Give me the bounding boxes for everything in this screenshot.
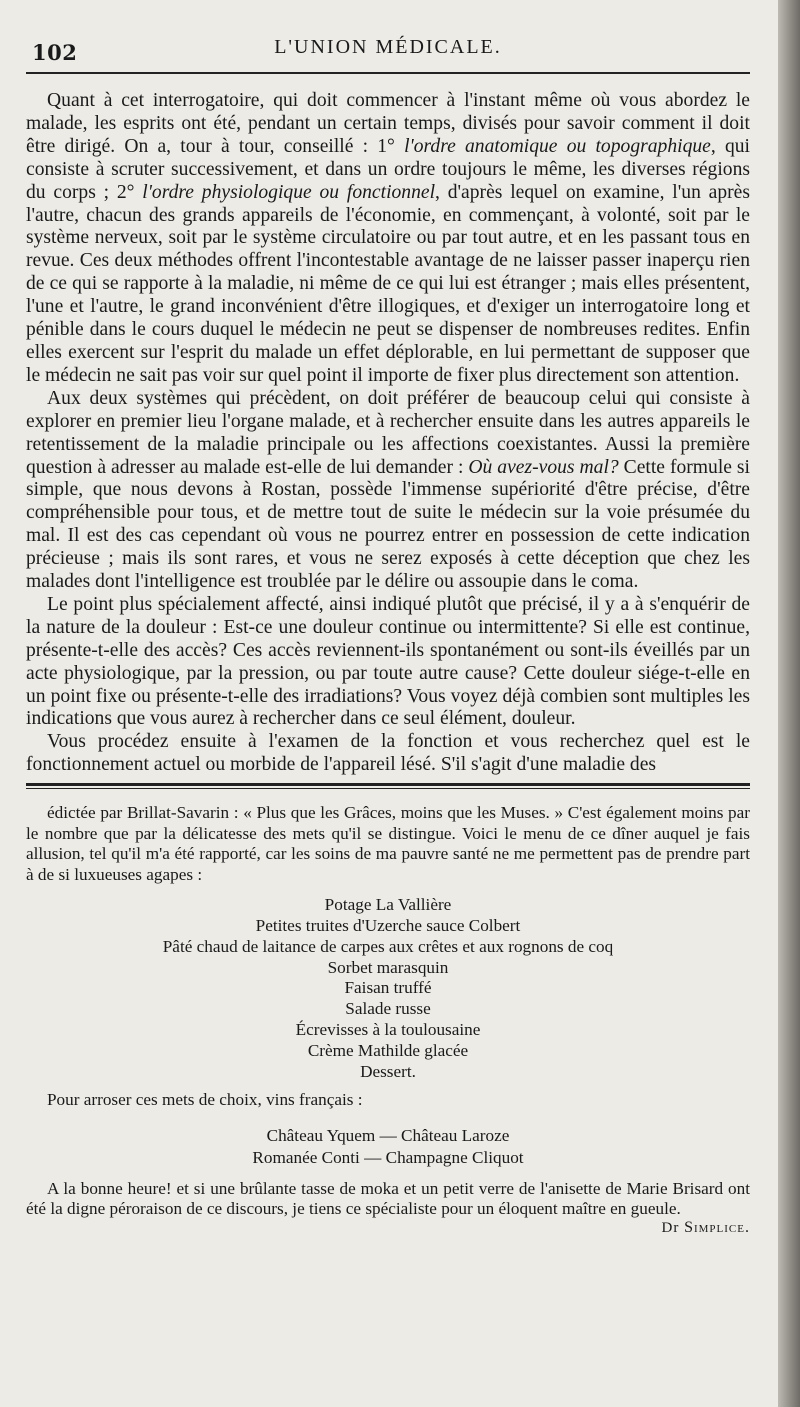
wines-intro: Pour arroser ces mets de choix, vins français :: [47, 1090, 363, 1110]
page-number: 102: [32, 40, 78, 65]
header-rule: [26, 72, 750, 74]
menu-item: Sorbet marasquin: [327, 957, 449, 977]
paragraph-4: Vous procédez ensuite à l'examen de la fonction et vous recherchez quel est le fonctionnement actuel ou morbide de l'appareil lésé. S'il s'agit d'une maladie des: [26, 731, 750, 776]
paragraph-2: Aux deux systèmes qui précèdent, on doit préférer de beaucoup celui qui consiste à explorer en premier lieu l'organe malade, et à rechercher ensuite dans les autres appareils le retentissement de la maladie principale ou les affections coexistantes. Aussi la première question à adresser au malade est-elle de lui demander : Où avez-vous mal? Cette formule si simple, que nous devons à Rostan, possède l'immense supériorité d'être précise, d'être compréhensible pour tous, et de mettre tout de suite le médecin sur la voie présumée du mal. Il est des cas cependant où vous ne pourrez entrer en possession de cette indication précieuse ; mais ils sont rares, et vous ne serez exposés à cette déception que chez les malades dont l'intelligence est troublée par le délire ou assoupie dans le coma.: [26, 387, 751, 593]
signature-name: Simplice.: [684, 1218, 750, 1236]
signature-prefix: Dr: [661, 1219, 680, 1236]
footnote-separator: [26, 783, 750, 789]
page-header: [26, 0, 750, 84]
menu-item: Crème Mathilde glacée: [307, 1040, 469, 1060]
wine-item: Romanée Conti — Champagne Cliquot: [252, 1147, 524, 1167]
paragraph-3: Le point plus spécialement affecté, ainsi indiqué plutôt que précisé, il y a à s'enquérir de la nature de la douleur : Est-ce une douleur continue ou intermittente? Si elle est continue, présente-t-elle des accès? Ces accès reviennent-ils spontanément ou sont-ils éveillés par un acte physiologique, par la pression, ou par toute autre cause? Cette douleur siége-t-elle en un point fixe ou présente-t-elle des irradiations? Vous voyez déjà combien sont multiples les indications que vous aurez à rechercher dans ce seul élément, douleur.: [26, 593, 750, 730]
paragraph-1: Quant à cet interrogatoire, qui doit commencer à l'instant même où vous abordez le malade, les esprits ont été, pendant un certain temps, divisés pour savoir comment il doit être dirigé. On a, tour à tour, conseillé : 1° l'ordre anatomique ou topographique, qui consiste à scruter successivement, et dans un ordre toujours le même, les diverses régions du corps ; 2° l'ordre physiologique ou fonctionnel, d'après lequel on examine, l'un après l'autre, chacun des grands appareils de l'économie, en commençant, à volonté, soit par le système nerveux, soit par le système circulatoire ou par tout autre, et en les passant tous en revue. Ces deux méthodes offrent l'incontestable avantage de ne laisser passer inaperçu rien de ce qui se rapporte à la maladie, ni même de ce qui lui est étranger ; mais elles présentent, l'une et l'autre, le grand inconvénient d'être illogiques, et d'exiger un interrogatoire long et pénible dans le cours duquel le médecin ne peut se dispenser de nombreuses redites. Enfin elles exercent sur l'esprit du malade un effet déplorable, en lui permettant de supposer que le médecin ne sait pas voir sur quel point il importe de fixer plus directement son attention.: [26, 90, 751, 386]
menu-item: Potage La Vallière: [324, 895, 452, 915]
footnote: [26, 803, 750, 1238]
footnote-closing: A la bonne heure! et si une brûlante tasse de moka et un petit verre de l'anisette de Marie Brisard ont été la digne péroraison de ce discours, je tiens ce spécialiste pour un éloquent maître en gueule.: [26, 1178, 750, 1219]
wine-item: Château Yquem — Château Laroze: [266, 1125, 510, 1145]
italic-question: Où avez-vous mal?: [468, 456, 619, 478]
footnote-intro: édictée par Brillat-Savarin : « Plus que les Grâces, moins que les Muses. » C'est également moins par le nombre que par la délicatesse des mets qu'il se distingue. Voici le menu de ce dîner auquel je fais allusion, tel qu'il m'a été rapporté, car les soins de ma pauvre santé ne me permettent pas de prendre part à de si luxueuses agapes :: [26, 803, 750, 884]
italic-term: l'ordre physiologique ou fonctionnel: [142, 181, 436, 203]
page-edge: [778, 0, 800, 1407]
italic-term: l'ordre anatomique ou topographique: [404, 135, 711, 157]
running-title: L'UNION MÉDICALE.: [274, 36, 502, 58]
menu-item: Faisan truffé: [344, 978, 432, 998]
menu-item: Écrevisses à la toulousaine: [295, 1019, 481, 1039]
menu-item: Petites truites d'Uzerche sauce Colbert: [255, 915, 521, 935]
menu-item: Dessert.: [360, 1061, 416, 1081]
main-text: [26, 90, 750, 777]
menu-item: Salade russe: [345, 999, 431, 1019]
signature: [26, 1218, 750, 1239]
menu-item: Pâté chaud de laitance de carpes aux crêtes et aux rognons de coq: [162, 936, 614, 956]
wine-list: [26, 1125, 750, 1169]
menu-list: [26, 895, 750, 1082]
